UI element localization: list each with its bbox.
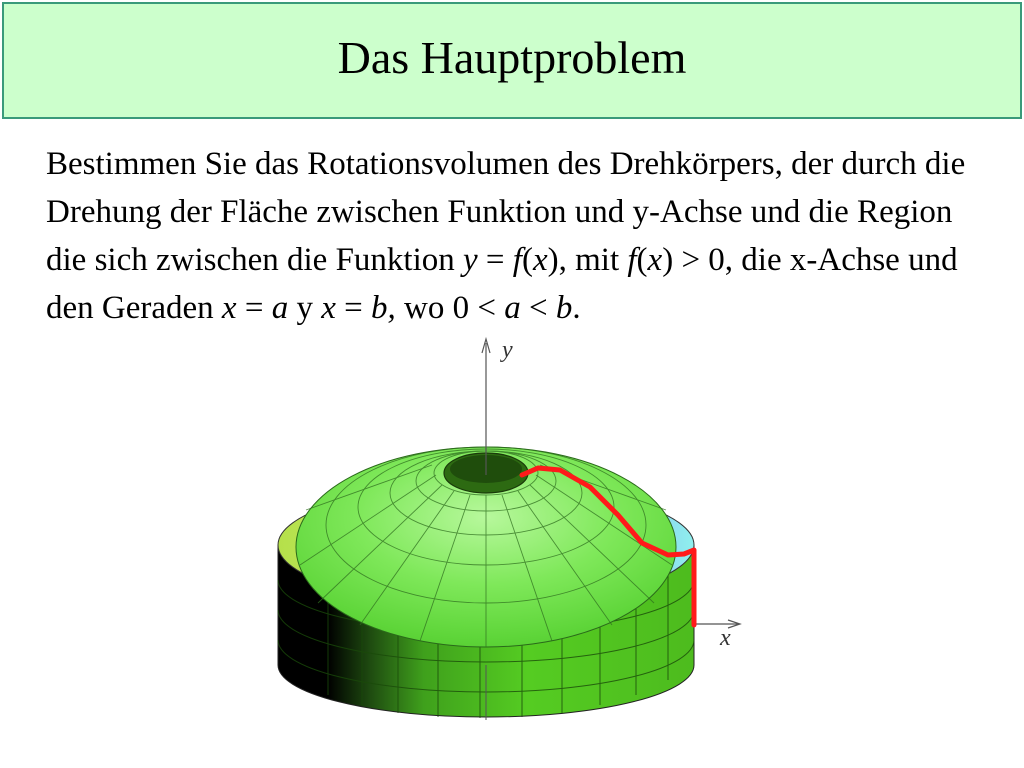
- statement-text-7: =: [236, 290, 272, 326]
- var-f: f: [627, 242, 637, 278]
- statement-text-8: y: [288, 290, 322, 326]
- statement-text-6: ) > 0, die x-Achse und den Geraden: [46, 242, 958, 326]
- statement-text-5: (: [636, 242, 648, 278]
- statement-text-10: wo 0 <: [395, 290, 505, 326]
- page-title: Das Hauptproblem: [337, 31, 687, 83]
- var-f: f: [512, 242, 522, 278]
- statement-text-2: =: [477, 242, 513, 278]
- var-y: y: [463, 242, 478, 278]
- statement-text-12: .: [572, 290, 581, 326]
- var-x: x: [221, 290, 237, 326]
- statement-text-11: <: [520, 290, 556, 326]
- solid-of-revolution-figure: [270, 335, 750, 735]
- statement-text-9: =: [335, 290, 371, 326]
- title-banner: [2, 2, 1022, 119]
- var-b: b,: [370, 290, 396, 326]
- var-x: x: [321, 290, 336, 326]
- x-axis-label: x: [720, 625, 731, 651]
- statement-text-1: Bestimmen Sie das Rotationsvolumen des Drehkörpers, der durch die Drehung der Fläche zwischen Funktion und y-Achse und die Region die sich zwischen die Funktion: [46, 146, 966, 278]
- var-x: x: [647, 242, 663, 278]
- var-b: b: [555, 290, 573, 326]
- var-x: x: [532, 242, 548, 278]
- statement-text-3: (: [521, 242, 533, 278]
- var-a: a: [504, 290, 521, 326]
- solid-of-revolution-svg: [270, 335, 750, 735]
- statement-text-4: ), mit: [547, 242, 628, 278]
- var-a: a: [271, 290, 289, 326]
- problem-statement: [46, 140, 981, 332]
- y-axis-label: y: [502, 337, 513, 363]
